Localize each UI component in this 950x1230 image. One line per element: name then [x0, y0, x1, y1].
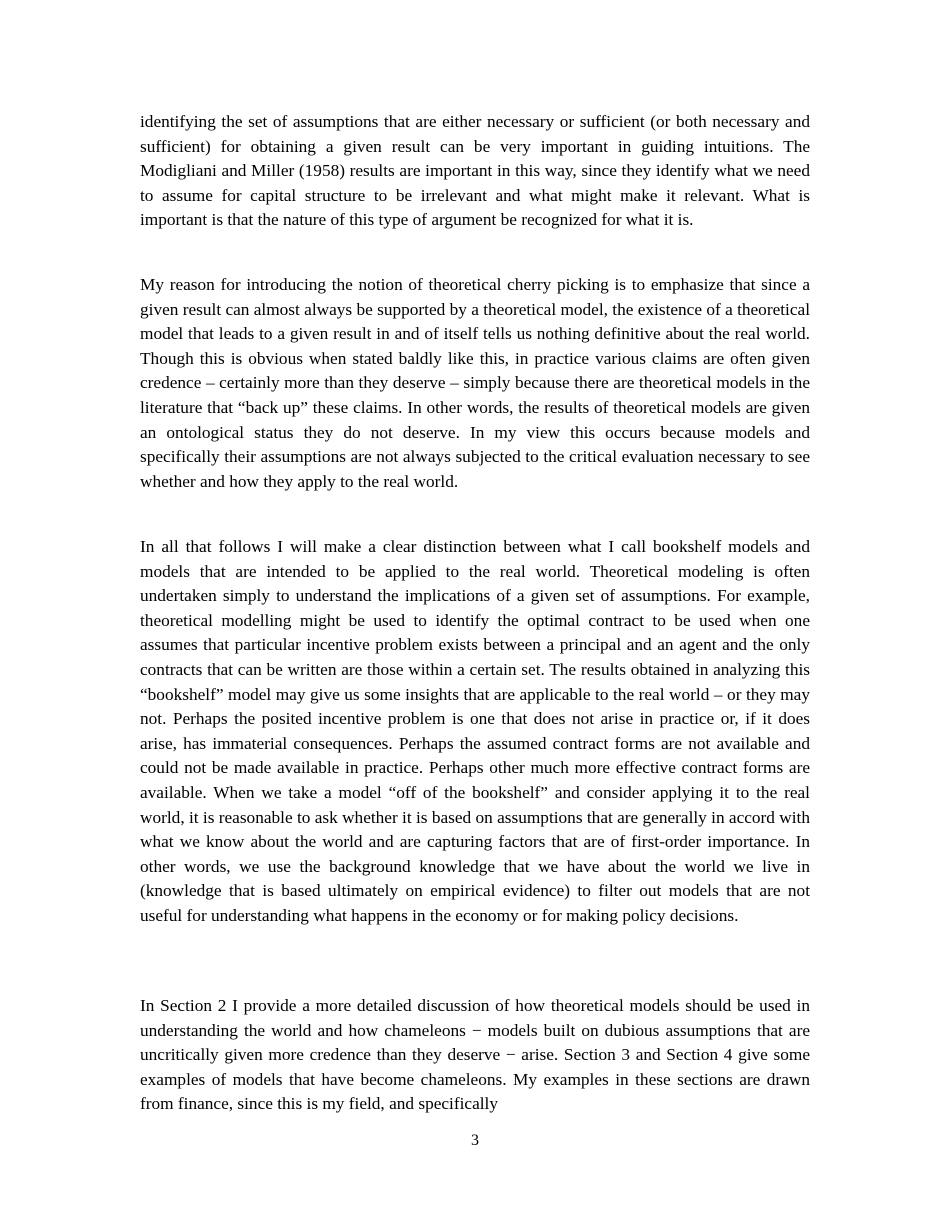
paragraph-cherry-picking: My reason for introducing the notion of theoretical cherry picking is to emphasize that since a given result can almost always be supported by a theoretical model, the existence of a theoretical model that leads to a given result in and of itself tells us nothing definitive about the real world. Though this is obvious when stated baldly like this, in practice various claims are often given credence – certainly more than they deserve – simply because there are theoretical models in the literature that “back up” these claims. In other words, the results of theoretical models are given an ontological status they do not deserve. In my view this occurs because models and specifically their assumptions are not always subjected to the critical evaluation necessary to see whether and how they apply to the real world.	[140, 275, 810, 491]
page-number: 3	[471, 1132, 479, 1149]
paragraph-bookshelf-models: In all that follows I will make a clear distinction between what I call bookshelf models and models that are intended to be applied to the real world. Theoretical modeling is often undertaken simply to understand the implications of a given set of assumptions. For example, theoretical modelling might be used to identify the optimal contract to be used when one assumes that particular incentive problem exists between a principal and an agent and the only contracts that can be written are those within a certain set. The results obtained in analyzing this “bookshelf” model may give us some insights that are applicable to the real world – or they may not. Perhaps the posited incentive problem is one that does not arise in practice or, if it does arise, has immaterial consequences. Perhaps the assumed contract forms are not available and could not be made available in practice. Perhaps other much more effective contract forms are available. When we take a model “off of the bookshelf” and consider applying it to the real world, it is reasonable to ask whether it is based on assumptions that are generally in accord with what we know about the world and are capturing factors that are of first-order importance. In other words, we use the background knowledge that we have about the world we live in (knowledge that is based ultimately on empirical evidence) to filter out models that are not useful for understanding what happens in the economy or for making policy decisions.	[140, 537, 810, 925]
paragraph-assumptions: identifying the set of assumptions that are either necessary or sufficient (or both necessary and sufficient) for obtaining a given result can be very important in guiding intuitions. The Modigliani and Miller (1958) results are important in this way, since they identify what we need to assume for capital structure to be irrelevant and what might make it relevant. What is important is that the nature of this type of argument be recognized for what it is.	[140, 112, 810, 230]
paragraph-section-overview: In Section 2 I provide a more detailed discussion of how theoretical models should be used in understanding the world and how chameleons − models built on dubious assumptions that are uncritically given more credence than they deserve − arise. Section 3 and Section 4 give some examples of models that have become chameleons. My examples in these sections are drawn from finance, since this is my field, and specifically	[140, 996, 810, 1114]
